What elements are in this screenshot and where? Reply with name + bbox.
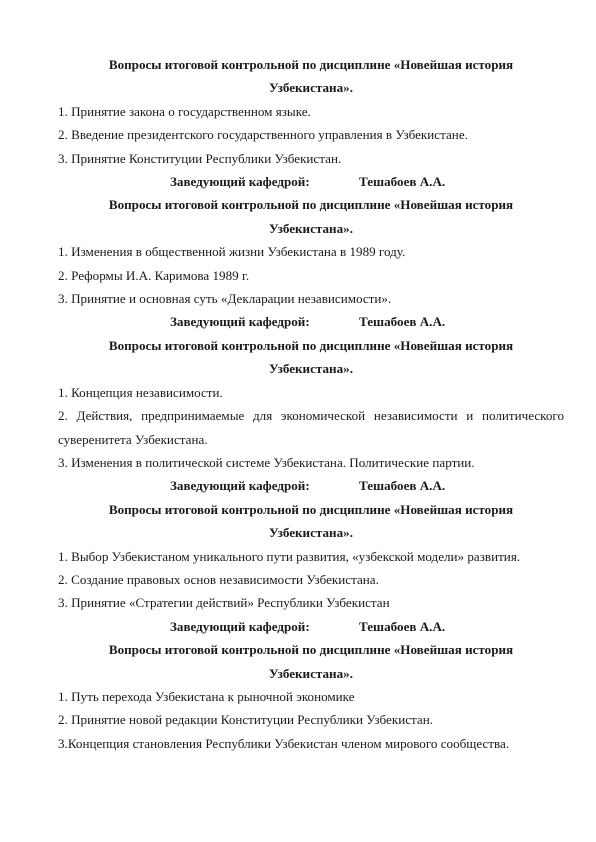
department-head-name: Тешабоев А.А. bbox=[359, 314, 446, 330]
block-title-line: Узбекистана». bbox=[269, 80, 353, 96]
question-item: 2. Создание правовых основ независимости Узбекистана. bbox=[58, 571, 379, 587]
question-item: 2. Принятие новой редакции Конституции Республики Узбекистан. bbox=[58, 712, 434, 728]
block-title-line: Вопросы итоговой контрольной по дисциплине «Новейшая история bbox=[108, 642, 514, 658]
department-head-line bbox=[58, 474, 564, 497]
question-block bbox=[58, 53, 564, 193]
question-item: 3.Концепция становления Республики Узбекистан членом мирового сообщества. bbox=[58, 735, 510, 751]
question-item: 1. Концепция независимости. bbox=[58, 384, 223, 400]
block-title bbox=[58, 638, 564, 685]
block-title bbox=[58, 193, 564, 240]
question-item: 1. Путь перехода Узбекистана к рыночной экономике bbox=[58, 688, 355, 704]
block-title-line: Вопросы итоговой контрольной по дисциплине «Новейшая история bbox=[108, 337, 514, 353]
department-head-name: Тешабоев А.А. bbox=[359, 478, 446, 494]
block-title-line: Узбекистана». bbox=[269, 361, 353, 377]
question-item: 1. Выбор Узбекистаном уникального пути развития, «узбекской модели» развития. bbox=[58, 548, 521, 564]
block-title-line: Вопросы итоговой контрольной по дисциплине «Новейшая история bbox=[108, 197, 514, 213]
block-title-line: Узбекистана». bbox=[269, 525, 353, 541]
question-item: 2. Реформы И.А. Каримова 1989 г. bbox=[58, 267, 250, 283]
block-title bbox=[58, 498, 564, 545]
department-head-label: Заведующий кафедрой: bbox=[170, 314, 310, 330]
question-block bbox=[58, 193, 564, 333]
department-head-label: Заведующий кафедрой: bbox=[170, 618, 310, 634]
question-block bbox=[58, 498, 564, 638]
question-block bbox=[58, 334, 564, 498]
department-head-name: Тешабоев А.А. bbox=[359, 174, 446, 190]
block-title bbox=[58, 334, 564, 381]
block-title-line: Вопросы итоговой контрольной по дисциплине «Новейшая история bbox=[108, 57, 514, 72]
department-head-line bbox=[58, 170, 564, 193]
block-title-line: Узбекистана». bbox=[269, 665, 353, 681]
question-item: 2. Действия, предпринимаемые для экономической независимости и политического суверенитета Узбекистана. bbox=[58, 408, 564, 447]
department-head-label: Заведующий кафедрой: bbox=[170, 478, 310, 494]
question-item: 3. Принятие и основная суть «Декларации независимости». bbox=[58, 291, 392, 307]
department-head-name: Тешабоев А.А. bbox=[359, 618, 446, 634]
department-head-label: Заведующий кафедрой: bbox=[170, 174, 310, 190]
department-head-line bbox=[58, 615, 564, 638]
question-block bbox=[58, 638, 564, 755]
block-title-line: Вопросы итоговой контрольной по дисциплине «Новейшая история bbox=[108, 501, 514, 517]
block-title bbox=[58, 53, 564, 100]
block-title-line: Узбекистана». bbox=[269, 220, 353, 236]
question-item: 1. Изменения в общественной жизни Узбекистана в 1989 году. bbox=[58, 244, 406, 260]
department-head-line bbox=[58, 310, 564, 333]
question-item: 3. Изменения в политической системе Узбекистана. Политические партии. bbox=[58, 454, 475, 470]
question-item: 2. Введение президентского государственного управления в Узбекистане. bbox=[58, 127, 468, 143]
question-item: 3. Принятие Конституции Республики Узбекистан. bbox=[58, 150, 342, 166]
question-item: 3. Принятие «Стратегии действий» Республики Узбекистан bbox=[58, 595, 390, 611]
question-item: 1. Принятие закона о государственном языке. bbox=[58, 103, 311, 119]
